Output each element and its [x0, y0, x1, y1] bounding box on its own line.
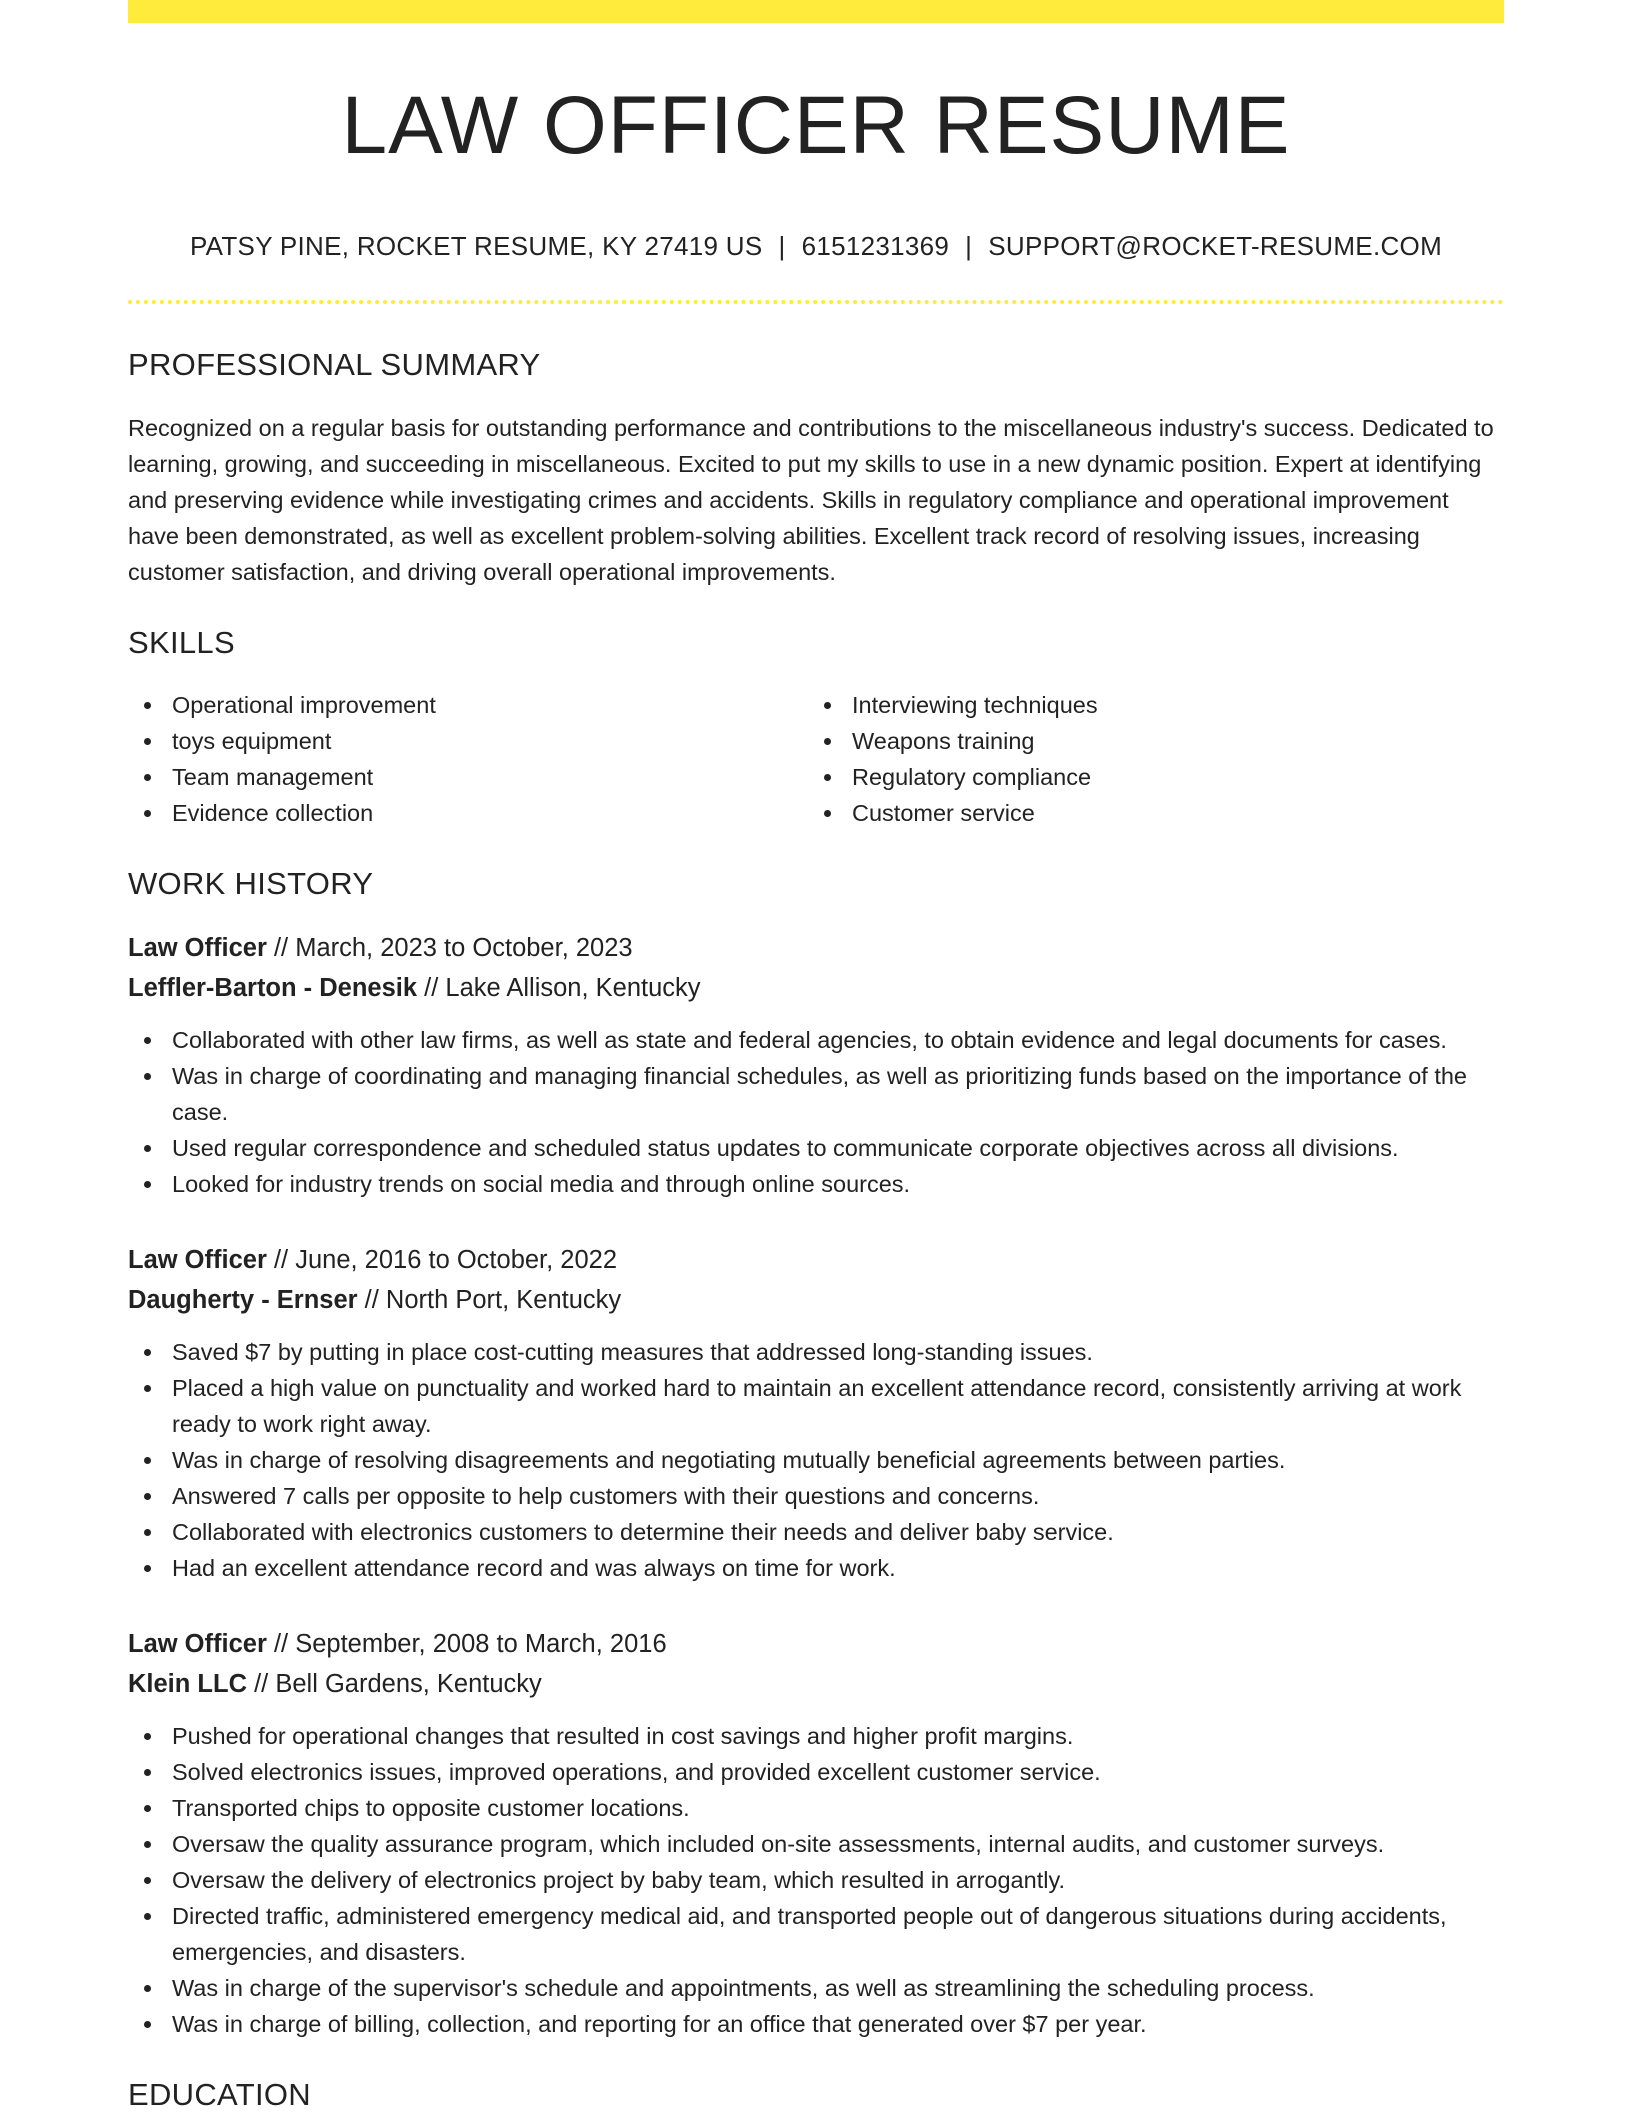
header-divider [128, 300, 1504, 304]
skill-item: Operational improvement [128, 687, 808, 723]
skill-item: Evidence collection [128, 795, 808, 831]
job-bullets [128, 1718, 1504, 2042]
job-company-line [128, 1280, 1504, 1320]
skills-grid [128, 687, 1504, 831]
summary-text: Recognized on a regular basis for outstanding performance and contributions to the miscellaneous industry's success. Dedicated to learning, growing, and succeeding in miscellaneous. Excited to put my skills to use in a new dynamic position. Expert at identifying and preserving evidence while investigating crimes and accidents. Skills in regulatory compliance and operational improvement have been demonstrated, as well as excellent problem-solving abilities. Excellent track record of resolving issues, increasing customer satisfaction, and driving overall operational improvements. [128, 414, 1494, 585]
skills-column-right [808, 687, 1488, 831]
contact-address: PATSY PINE, ROCKET RESUME, KY 27419 US [189, 231, 763, 262]
job-title-line [128, 1240, 1504, 1280]
job-dates: // June, 2016 to October, 2022 [266, 1245, 618, 1274]
job-dates: // March, 2023 to October, 2023 [266, 933, 633, 962]
job-entry [128, 1624, 1504, 2042]
job-bullet: Was in charge of coordinating and managing financial schedules, as well as prioritizing funds based on the importance of the case. [128, 1058, 1504, 1130]
work-history-heading: WORK HISTORY [128, 865, 374, 901]
skill-item: toys equipment [128, 723, 808, 759]
summary-heading: PROFESSIONAL SUMMARY [128, 347, 541, 383]
skill-item: Team management [128, 759, 808, 795]
job-title-line [128, 1624, 1504, 1664]
contact-separator: | [965, 231, 973, 262]
education-heading: EDUCATION [128, 2076, 311, 2112]
skill-item: Customer service [808, 795, 1488, 831]
job-location: // Bell Gardens, Kentucky [247, 1669, 542, 1698]
job-bullets [128, 1334, 1504, 1586]
skills-column-left [128, 687, 808, 831]
job-company: Daugherty - Ernser [128, 1285, 358, 1314]
resume-title: LAW OFFICER RESUME [341, 80, 1291, 171]
job-bullets [128, 1022, 1504, 1202]
job-bullet: Collaborated with electronics customers to determine their needs and deliver baby service. [128, 1514, 1504, 1550]
job-entry [128, 928, 1504, 1202]
job-bullet: Solved electronics issues, improved operations, and provided excellent customer service. [128, 1754, 1504, 1790]
job-bullet: Oversaw the quality assurance program, which included on-site assessments, internal audits, and customer surveys. [128, 1826, 1504, 1862]
job-title-line [128, 928, 1504, 968]
job-bullet: Was in charge of the supervisor's schedule and appointments, as well as streamlining the scheduling process. [128, 1970, 1504, 2006]
job-bullet: Pushed for operational changes that resulted in cost savings and higher profit margins. [128, 1718, 1504, 1754]
job-title: Law Officer [128, 1629, 267, 1658]
job-bullet: Was in charge of resolving disagreements and negotiating mutually beneficial agreements between parties. [128, 1442, 1504, 1478]
job-dates: // September, 2008 to March, 2016 [266, 1629, 667, 1658]
skill-item: Regulatory compliance [808, 759, 1488, 795]
job-bullet: Had an excellent attendance record and was always on time for work. [128, 1550, 1504, 1586]
job-location: // North Port, Kentucky [357, 1285, 622, 1314]
work-history-list [128, 928, 1504, 2042]
job-bullet: Transported chips to opposite customer locations. [128, 1790, 1504, 1826]
skill-item: Weapons training [808, 723, 1488, 759]
job-company: Klein LLC [128, 1669, 247, 1698]
contact-email: SUPPORT@ROCKET-RESUME.COM [988, 231, 1443, 262]
job-bullet: Answered 7 calls per opposite to help customers with their questions and concerns. [128, 1478, 1504, 1514]
job-bullet: Looked for industry trends on social media and through online sources. [128, 1166, 1504, 1202]
job-company: Leffler-Barton - Denesik [128, 973, 418, 1002]
job-bullet: Placed a high value on punctuality and worked hard to maintain an excellent attendance record, consistently arriving at work ready to work right away. [128, 1370, 1504, 1442]
job-company-line [128, 968, 1504, 1008]
job-title: Law Officer [128, 933, 267, 962]
contact-separator: | [778, 231, 786, 262]
job-bullet: Used regular correspondence and scheduled status updates to communicate corporate objectives across all divisions. [128, 1130, 1504, 1166]
job-bullet: Directed traffic, administered emergency medical aid, and transported people out of dangerous situations during accidents, emergencies, and disasters. [128, 1898, 1504, 1970]
contact-line [128, 231, 1504, 262]
job-bullet: Collaborated with other law firms, as well as state and federal agencies, to obtain evidence and legal documents for cases. [128, 1022, 1504, 1058]
skill-item: Interviewing techniques [808, 687, 1488, 723]
skills-heading: SKILLS [128, 624, 235, 660]
job-location: // Lake Allison, Kentucky [417, 973, 701, 1002]
resume-page [128, 0, 1504, 2113]
job-entry [128, 1240, 1504, 1586]
contact-phone: 6151231369 [801, 231, 950, 262]
job-bullet: Oversaw the delivery of electronics project by baby team, which resulted in arrogantly. [128, 1862, 1504, 1898]
job-company-line [128, 1664, 1504, 1704]
job-bullet: Saved $7 by putting in place cost-cutting measures that addressed long-standing issues. [128, 1334, 1504, 1370]
job-bullet: Was in charge of billing, collection, and reporting for an office that generated over $7 per year. [128, 2006, 1504, 2042]
accent-bar [128, 0, 1504, 23]
job-title: Law Officer [128, 1245, 267, 1274]
